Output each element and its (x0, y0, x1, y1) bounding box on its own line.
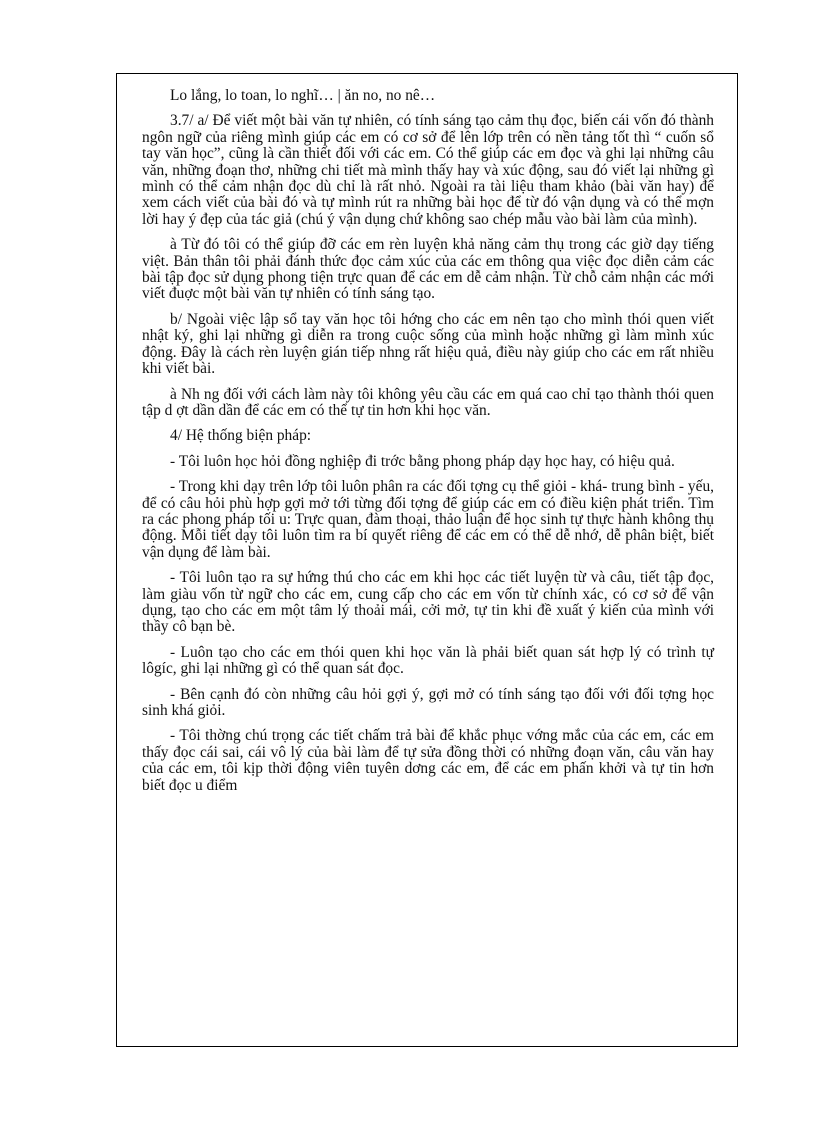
paragraph-b: b/ Ngoài việc lập sổ tay văn học tôi hớng cho các em nên tạo cho mình thói quen viết nhật ký, ghi lại những gì diễn ra trong cuộc sống của mình hoặc những gì làm mình xúc động. Đây là cách rèn luyện gián tiếp nhng rất hiệu quả, điều này giúp cho các em rất nhiều khi viết bài. (142, 310, 714, 378)
bullet-paragraph-3: - Tôi luôn tạo ra sự hứng thú cho các em khi học các tiết luyện từ và câu, tiết tập đọc, làm giàu vốn từ ngữ cho các em, cung cấp cho các em vốn từ chính xác, có cơ sở để vận dụng, tạo cho các em một tâm lý thoải mái, cởi mở, tự tin khi đề xuất ý kiến của mình với thầy cô bạn bè. (142, 569, 714, 636)
paragraph-3-7-a: 3.7/ a/ Để viết một bài văn tự nhiên, có tính sáng tạo cảm thụ đọc, biến cái vốn đó thành ngôn ngữ của riêng mình giúp các em có cơ sở để lên lớp trên có nền tảng tốt thì “ cuốn sổ tay văn học”, cũng là cần thiết đối với các em. Có thể giúp các em đọc và ghi lại những câu văn, những đoạn thơ, những chi tiết mà mình thấy hay và xúc động, sau đó viết lại những gì mình có thể cảm nhận đọc dù chỉ là rất nhỏ. Ngoài ra tài liệu tham khảo (bài văn hay) để xem cách viết của bài đó và tự mình rút ra những bài học để từ đó vận dụng và có thể mợn lời hay ý đẹp của tác giả (chú ý vận dụng chứ không sao chép mẫu vào bài làm của mình). (142, 112, 714, 228)
bullet-paragraph-1: - Tôi luôn học hỏi đồng nghiệp đi trớc bằng phong pháp dạy học hay, có hiệu quả. (170, 452, 675, 470)
bullet-paragraph-4: - Luôn tạo cho các em thói quen khi học văn là phải biết quan sát hợp lý có trình tự lôgíc, ghi lại những gì có thể quan sát đọc. (142, 643, 714, 678)
document-body (142, 88, 714, 803)
paragraph-arrow-2: à Nh ng đối với cách làm này tôi không yêu cầu các em quá cao chỉ tạo thành thói quen tập d ợt dần dần để các em có thể tự tin hơn khi học văn. (142, 385, 714, 419)
bullet-paragraph-2: - Trong khi dạy trên lớp tôi luôn phân ra các đối tợng cụ thể giỏi - khá- trung bình - yếu, để có câu hỏi phù hợp gợi mở tới từng đối tợng để giúp các em có điều kiện phát triển. Tìm ra các phong pháp tối u: Trực quan, đàm thoại, thảo luận để học sinh tự thực hành không thụ động. Mỗi tiết dạy tôi luôn tìm ra bí quyết riêng để các em có thể dễ nhớ, dễ phân biệt, biết vận dụng để làm bài. (142, 478, 714, 561)
bullet-paragraph-6: - Tôi thờng chú trọng các tiết chấm trả bài để khắc phục vớng mắc của các em, các em thấy đọc cái sai, cái vô lý của bài làm để tự sửa đồng thời có những đoạn văn, câu văn hay của các em, tôi kịp thời động viên tuyên dơng các em, để các em phấn khởi và tự tin hơn biết đọc u điểm (142, 727, 714, 794)
section-heading-4: 4/ Hệ thống biện pháp: (170, 427, 312, 445)
paragraph-examples: Lo lắng, lo toan, lo nghĩ… | ăn no, no nê… (170, 87, 436, 104)
paragraph-arrow-1: à Từ đó tôi có thể giúp đỡ các em rèn luyện khả năng cảm thụ trong các giờ dạy tiếng việt. Bản thân tôi phải đánh thức đọc cảm xúc của các em thông qua việc đọc diễn cảm các bài tập đọc sử dụng phong tiện trực quan để các em dễ cảm nhận. Từ chỗ cảm nhận các mới viết đuợc một bài văn tự nhiên có tính sáng tạo. (142, 236, 714, 303)
bullet-paragraph-5: - Bên cạnh đó còn những câu hỏi gợi ý, gợi mở có tính sáng tạo đối với đối tợng học sinh khá giỏi. (142, 685, 714, 719)
